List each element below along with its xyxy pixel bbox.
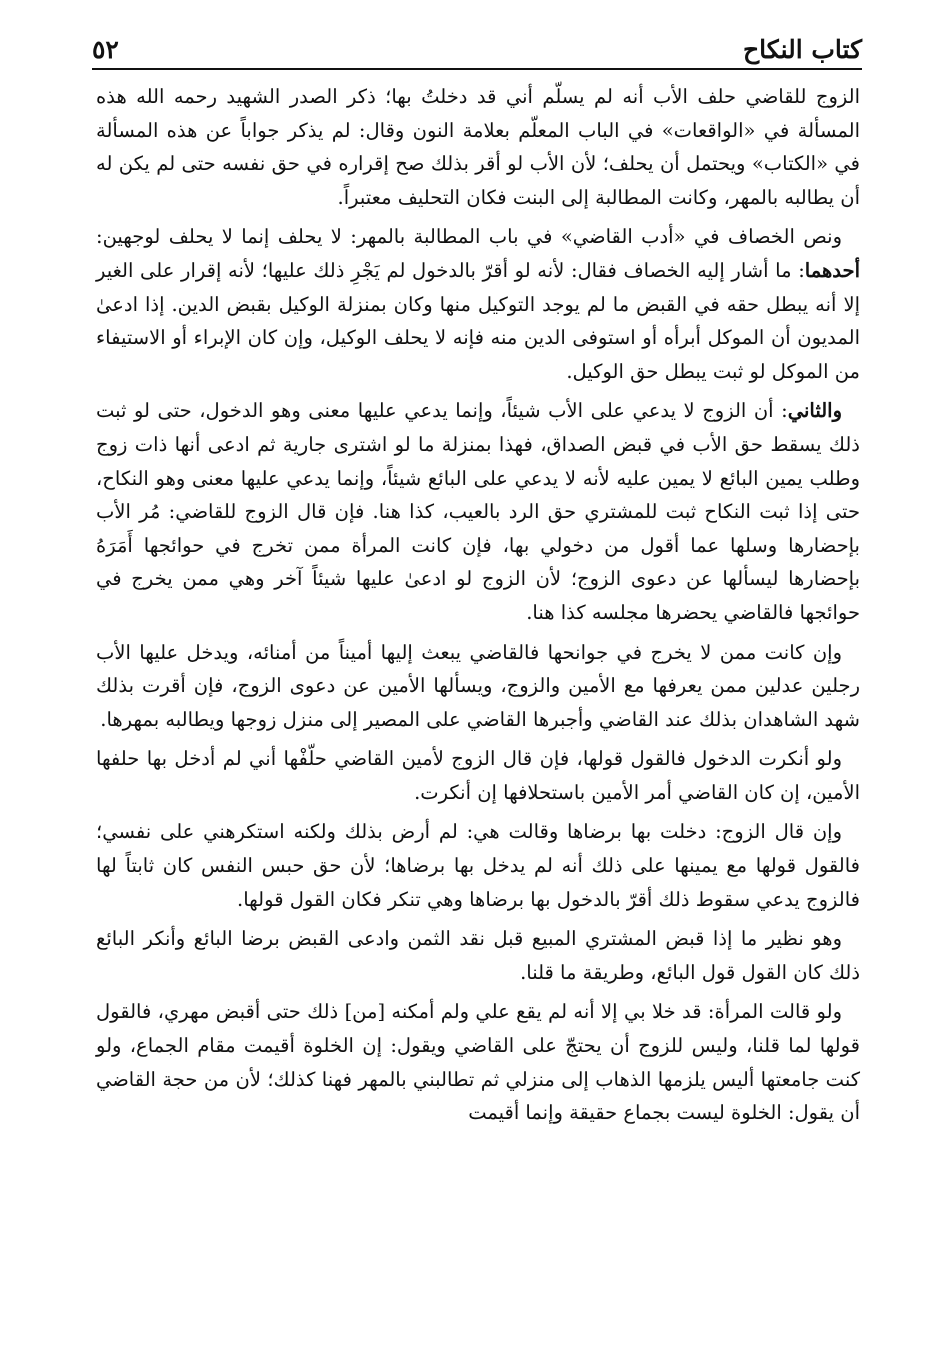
paragraph — [96, 742, 860, 809]
main-text — [96, 80, 860, 1136]
paragraph-text: وإن كانت ممن لا يخرج في جوانحها فالقاضي يبعث إليها أميناً من أمنائه، ويدخل عليها الأب رجلين عدلين ممن يعرفها مع الأمين والزوج، ويسألها الأمين عن دعوى الزوج، فإن أقرت بذلك شهد الشاهدان بذلك عند القاضي وأجبرها القاضي على المصير إلى منزل زوجها ويطالبه بمهرها. — [96, 640, 860, 731]
paragraph — [96, 815, 860, 916]
running-header — [92, 30, 862, 70]
paragraph-text: وهو نظير ما إذا قبض المشتري المبيع قبل نقد الثمن وادعى القبض برضا البائع وأنكر البائع ذلك كان القول قول البائع، وطريقة ما قلنا. — [96, 927, 860, 984]
page-number: ٥٢ — [92, 35, 119, 64]
paragraph-text: ولو قالت المرأة: قد خلا بي إلا أنه لم يقع علي ولم أمكنه [من] ذلك حتى أقبض مهري، فالقول قولها لما قلنا، وليس للزوج أن يحتجّ على القاضي ويقول: إن الخلوة أقيمت مقام الجماع، ولو كنت جامعتها أليس يلزمها الذهاب إلى منزلي ثم تطالبني بالمهر فهنا كذلك؛ لأن من حجة القاضي أن يقول: الخلوة ليست بجماع حقيقة وإنما أقيمت — [96, 1000, 860, 1125]
paragraph-text: ولو أنكرت الدخول فالقول قولها، فإن قال الزوج لأمين القاضي حلّفْها أني لم أدخل بها حلفها الأمين، إن كان القاضي أمر الأمين باستحلافها إن أنكرت. — [96, 747, 860, 804]
bold-term: أحدهما — [804, 258, 860, 282]
bold-term: والثاني — [787, 399, 842, 423]
paragraph-text: ونص الخصاف في «أدب القاضي» في باب المطالبة بالمهر: لا يحلف إنما لا يحلف لوجهين: — [96, 225, 842, 249]
chapter-title: كتاب النكاح — [743, 35, 862, 64]
paragraph — [96, 636, 860, 737]
paragraph — [96, 80, 860, 214]
paragraph — [96, 220, 860, 388]
paragraph-text: : ما أشار إليه الخصاف فقال: لأنه لو أقرّ بالدخول لم يَجْرِ ذلك عليها؛ لأنه إقرار على الغير إلا أنه يبطل حقه في القبض ما لم يوجد التوكيل منها وكان بمنزلة الوكيل بقبض الدين. إذا ادعىٰ المديون أن الموكل أبرأه أو استوفى الدين منه فإنه لا يحلف الوكيل، وإن كان الإبراء أو الاستيفاء من الموكل لو ثبت يبطل حق الوكيل. — [96, 258, 860, 383]
paragraph — [96, 394, 860, 629]
paragraph-text: الزوج للقاضي حلف الأب أنه لم يسلّم أني قد دخلتُ بها؛ ذكر الصدر الشهيد رحمه الله هذه المسألة في «الواقعات» في الباب المعلّم بعلامة النون وقال: لم يذكر جواباً عن هذه المسألة في «الكتاب» ويحتمل أن يحلف؛ لأن الأب لو أقر بذلك صح إقراره في حق نفسه حتى لم يكن له أن يطالبه بالمهر، وكانت المطالبة إلى البنت فكان التحليف معتبراً. — [96, 85, 860, 209]
paragraph — [96, 995, 860, 1129]
paragraph-text: وإن قال الزوج: دخلت بها برضاها وقالت هي: لم أرض بذلك ولكنه استكرهني على نفسي؛ فالقول قولها مع يمينها على ذلك أنه لم يدخل بها برضاها؛ لأن حق حبس النفس كان ثابتاً لها فالزوج يدعي سقوط ذلك أقرّ بالدخول بها برضاها وهي تنكر فكان القول قولها. — [96, 820, 860, 911]
paragraph-text: : أن الزوج لا يدعي على الأب شيئاً، وإنما يدعي عليها معنى وهو الدخول، حتى لو ثبت ذلك يسقط حق الأب في قبض الصداق، فهذا بمنزلة ما لو اشترى جارية ثم ادعى أنها ذات زوج وطلب يمين البائع لا يمين عليه لأنه لا يدعي على البائع شيئاً، وإنما يدعي عليها معنى وهو النكاح، حتى إذا ثبت النكاح ثبت للمشتري حق الرد بالعيب، كذا هنا. فإن قال الزوج للقاضي: مُر الأب بإحضارها وسلها عما أقول من دخولي بها، فإن كانت المرأة ممن تخرج في حوائجها أَمَرَهُ بإحضارها ليسألها عن دعوى الزوج؛ لأن الزوج لو ادعىٰ عليها شيئاً آخر وهي ممن يخرج في حوائجها فالقاضي يحضرها مجلسه كذا هنا. — [96, 399, 860, 624]
paragraph — [96, 922, 860, 989]
